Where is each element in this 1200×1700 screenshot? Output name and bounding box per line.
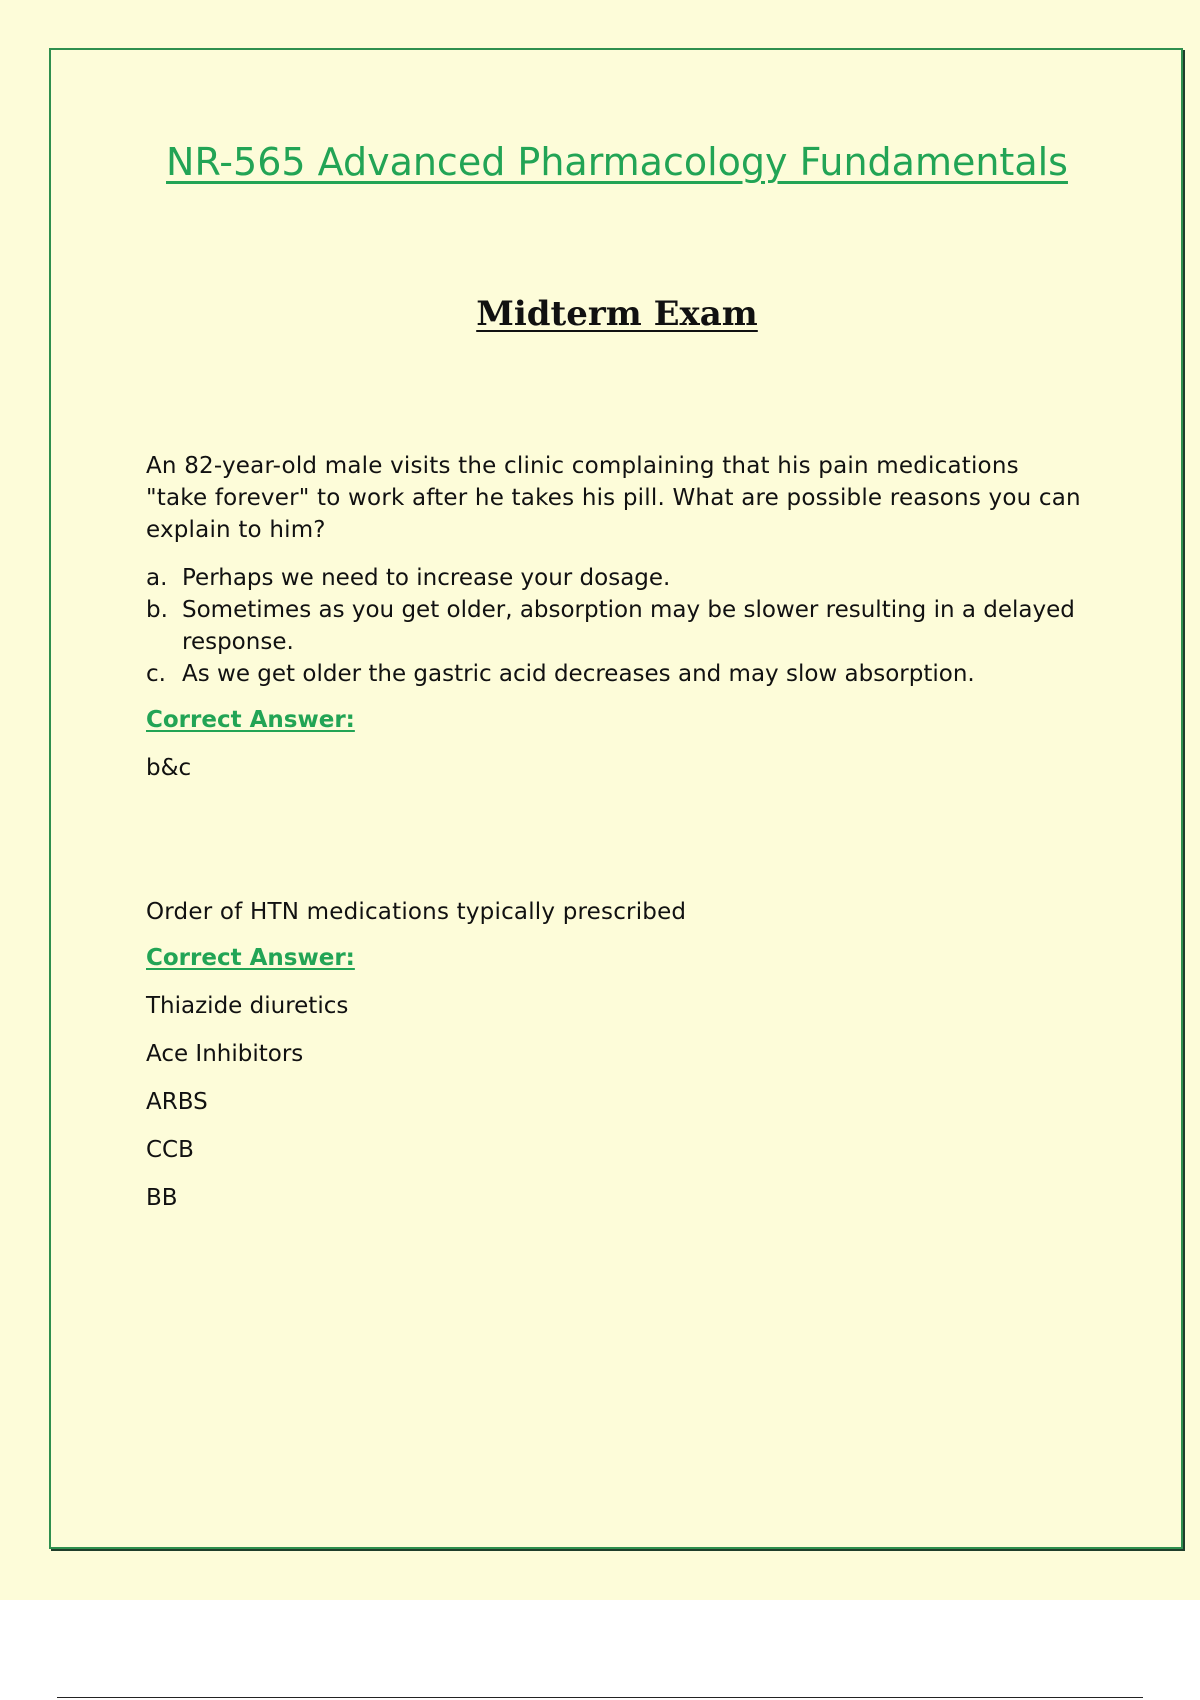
- answer-item: BB: [146, 1185, 178, 1211]
- option-letter: a.: [146, 565, 168, 591]
- answer-item: Thiazide diuretics: [146, 993, 349, 1019]
- question-2-text: Order of HTN medications typically prescribed: [146, 899, 687, 925]
- answer-item: ARBS: [146, 1089, 208, 1115]
- question-1-options: [146, 562, 1086, 690]
- document-title: NR-565 Advanced Pharmacology Fundamentals: [166, 140, 1068, 184]
- correct-answer-value: b&c: [146, 755, 192, 781]
- answer-item: Ace Inhibitors: [146, 1041, 304, 1067]
- option-text: Perhaps we need to increase your dosage.: [182, 565, 671, 591]
- option-letter: b.: [146, 597, 168, 623]
- correct-answer-label: Correct Answer:: [146, 945, 355, 971]
- question-1: [146, 450, 1086, 784]
- option-text: As we get older the gastric acid decreases and may slow absorption.: [182, 661, 975, 687]
- option-b: [146, 594, 1086, 658]
- document-subtitle: Midterm Exam: [476, 294, 758, 334]
- option-text: Sometimes as you get older, absorption may be slower resulting in a delayed response.: [182, 597, 1075, 655]
- question-2: [146, 896, 1086, 1230]
- correct-answer-label: Correct Answer:: [146, 707, 355, 733]
- page-border-frame: [49, 48, 1183, 1549]
- answer-item: CCB: [146, 1137, 194, 1163]
- page-divider: [57, 1697, 1143, 1698]
- option-a: [146, 562, 1086, 594]
- correct-answer-list: [146, 990, 1086, 1214]
- option-c: [146, 658, 1086, 690]
- option-letter: c.: [146, 661, 166, 687]
- question-1-text: An 82-year-old male visits the clinic complaining that his pain medications "take forever" to work after he takes his pill. What are possible reasons you can explain to him?: [146, 453, 1081, 543]
